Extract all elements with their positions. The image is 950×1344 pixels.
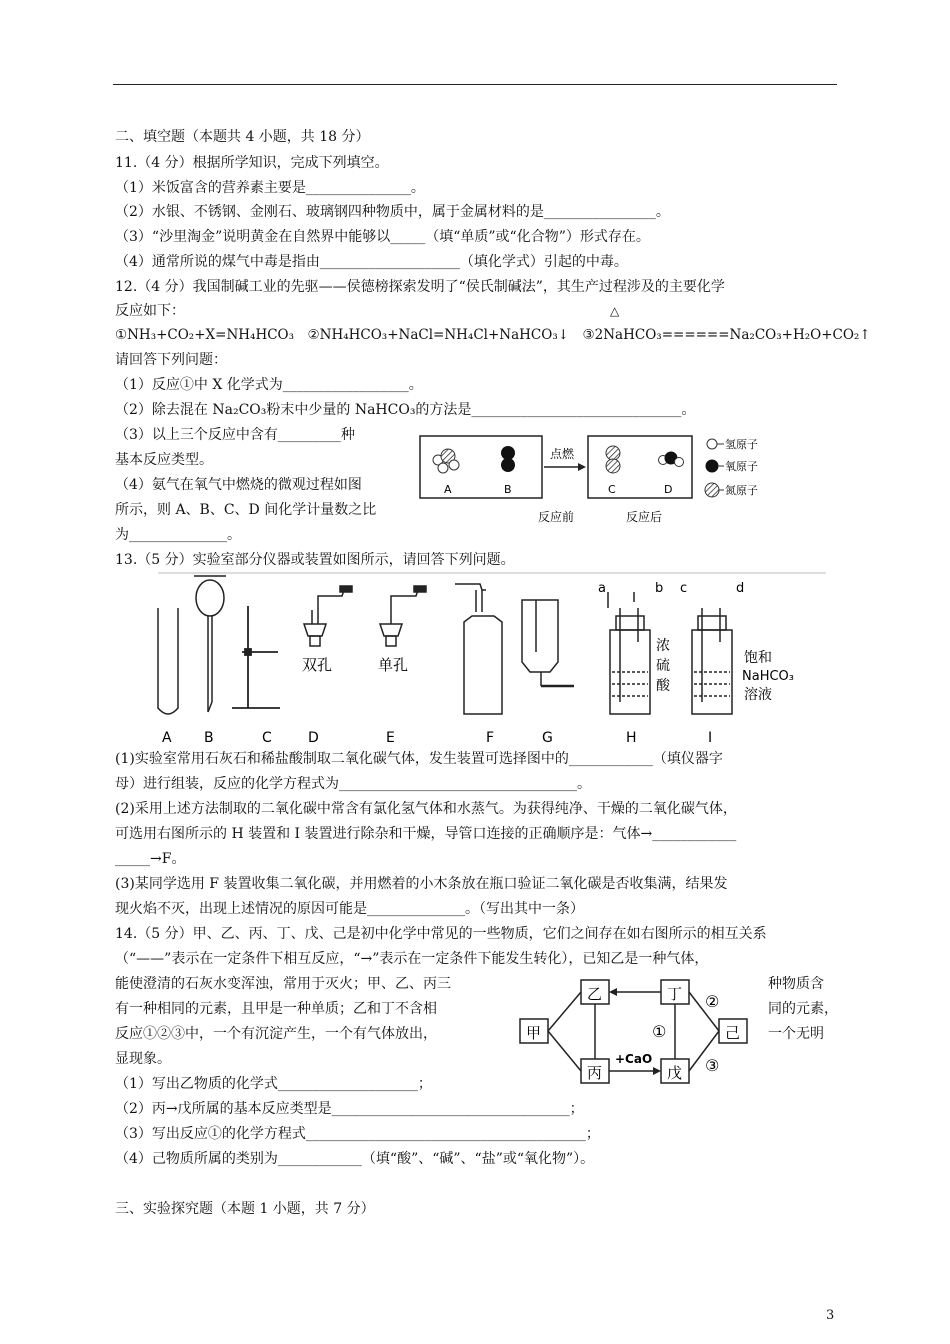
q11-part4: （4）通常所说的煤气中毒是指由____________________（填化学式）引起的中毒。 bbox=[115, 254, 628, 270]
label-b-port: b bbox=[655, 581, 664, 596]
q12-part3a: （3）以上三个反应中含有_________种 bbox=[115, 427, 355, 443]
after-box bbox=[588, 436, 692, 498]
arrow-to-wu-icon bbox=[653, 1067, 661, 1075]
letter-h: H bbox=[626, 730, 637, 746]
q13-part1b: 母）进行组装，反应的化学方程式为__________________________________。 bbox=[115, 776, 591, 792]
test-tube-a bbox=[158, 608, 178, 714]
i-label-2: NaHCO₃ bbox=[742, 669, 794, 684]
q14-stem-6: 显现象。 bbox=[115, 1051, 171, 1067]
h-label-2: 硫 bbox=[656, 658, 670, 674]
q14-stem-1: 14.（5 分）甲、乙、丙、丁、戊、己是初中化学中常见的一些物质，它们之间存在如右图所示的相互关系 bbox=[115, 926, 767, 942]
header-rule bbox=[113, 84, 837, 85]
q14-stem-4a: 有一种相同的元素，且甲是一种单质；乙和丁不含相 bbox=[115, 1001, 437, 1017]
q11-part2: （2）水银、不锈钢、金刚石、玻璃钢四种物质中，属于金属材料的是________________。 bbox=[115, 204, 670, 220]
legend-oxygen: 氧原子 bbox=[725, 460, 758, 473]
node-ding: 丁 bbox=[667, 985, 683, 1003]
q12-stem-2: 反应如下： bbox=[115, 303, 185, 319]
page-number: 3 bbox=[826, 1308, 835, 1323]
stopper-double-d bbox=[304, 586, 352, 646]
node-jia: 甲 bbox=[526, 1024, 542, 1042]
apparatus-figure bbox=[150, 572, 830, 750]
letter-g: G bbox=[542, 730, 553, 746]
label-d-port: d bbox=[736, 581, 745, 596]
q14-part3: （3）写出反应①的化学方程式________________________________________； bbox=[115, 1126, 600, 1142]
funnel-b bbox=[194, 576, 226, 712]
q14-stem-3b: 种物质含 bbox=[768, 976, 824, 992]
reaction-1: ① bbox=[652, 1022, 667, 1041]
legend-hydrogen: 氢原子 bbox=[725, 438, 758, 451]
label-c-port: c bbox=[680, 581, 688, 596]
link-jia-yi bbox=[548, 992, 581, 1031]
letter-c: C bbox=[262, 730, 272, 746]
q14-stem-4b: 同的元素， bbox=[768, 1001, 838, 1017]
q13-part3b: 现火焰不灭，出现上述情况的原因可能是______________。（写出其中一条） bbox=[115, 901, 584, 917]
node-ji: 己 bbox=[725, 1024, 741, 1042]
reaction-2: ② bbox=[705, 992, 720, 1011]
q11-part1: （1）米饭富含的营养素主要是_______________。 bbox=[115, 180, 425, 196]
q13-part2b: 可选用右图所示的 H 装置和 I 装置进行除杂和干燥，导管口连接的正确顺序是：气体→____________ bbox=[115, 826, 737, 842]
q13-part3a: (3)某同学选用 F 装置收集二氧化碳，并用燃着的小木条放在瓶口验证二氧化碳是否收集满，结果发 bbox=[115, 876, 728, 892]
q11-part3: （3）“沙里淘金”说明黄金在自然界中能够以_____（填“单质”或“化合物”）形式存在。 bbox=[115, 229, 650, 245]
q14-stem-5b: 一个无明 bbox=[768, 1026, 824, 1042]
link-jia-bing bbox=[548, 1031, 581, 1071]
q12-ask: 请回答下列问题： bbox=[115, 352, 227, 368]
reaction-diagram bbox=[418, 428, 788, 528]
q13-part2c: _____→F。 bbox=[115, 851, 186, 867]
label-c: C bbox=[608, 483, 616, 496]
node-yi: 乙 bbox=[587, 985, 603, 1003]
label-d: D bbox=[664, 483, 673, 496]
q12-part1: （1）反应①中 X 化学式为__________________。 bbox=[115, 377, 423, 393]
q14-stem-3a: 能使澄清的石灰水变浑浊，常用于灭火；甲、乙、丙三 bbox=[115, 976, 451, 992]
label-a: A bbox=[444, 483, 452, 496]
label-double-hole: 双孔 bbox=[302, 656, 333, 674]
letter-d: D bbox=[308, 730, 319, 746]
label-a-port: a bbox=[598, 581, 606, 596]
q12-part4a: （4）氨气在氧气中燃烧的微观过程如图 bbox=[115, 477, 362, 493]
q12-part2: （2）除去混在 Na₂CO₃粉末中少量的 NaHCO₃的方法是______________________________。 bbox=[115, 402, 696, 418]
label-after: 反应后 bbox=[626, 510, 663, 524]
section-2-title: 二、填空题（本题共 4 小题，共 18 分） bbox=[115, 129, 370, 145]
wash-bottle-h bbox=[608, 592, 650, 714]
h-label-3: 酸 bbox=[656, 678, 670, 694]
legend-oxygen-icon bbox=[706, 460, 719, 473]
letter-a: A bbox=[162, 730, 172, 746]
letter-b: B bbox=[204, 730, 214, 746]
h-label-1: 浓 bbox=[656, 638, 670, 654]
ignite-label: 点燃 bbox=[550, 447, 575, 461]
arrow-to-yi-icon bbox=[609, 988, 617, 996]
label-before: 反应前 bbox=[538, 510, 575, 524]
q12-part3b: 基本反应类型。 bbox=[115, 452, 213, 468]
gas-jar-f bbox=[455, 584, 502, 714]
reaction-3: ③ bbox=[705, 1056, 720, 1075]
q12-equations: ①NH₃+CO₂+X=NH₄HCO₃ ②NH₄HCO₃+NaCl=NH₄Cl+NaHCO₃↓ ③2NaHCO₃======Na₂CO₃+H₂O+CO₂↑ bbox=[115, 327, 871, 343]
q14-stem-5a: 反应①②③中，一个有沉淀产生，一个有气体放出， bbox=[115, 1026, 437, 1042]
label-single-hole: 单孔 bbox=[378, 656, 409, 674]
q13-part1a: (1)实验室常用石灰石和稀盐酸制取二氧化碳气体，发生装置可选择图中的____________（填仪器字 bbox=[115, 751, 723, 767]
iron-stand-c bbox=[232, 606, 280, 708]
stopper-single-e bbox=[380, 586, 426, 646]
i-label-1: 饱和 bbox=[744, 650, 772, 666]
q12-stem-1: 12.（4 分）我国制碱工业的先驱——侯德榜探索发明了“侯氏制碱法”，其生产过程涉及的主要化学 bbox=[115, 279, 725, 295]
q14-part1: （1）写出乙物质的化学式____________________； bbox=[115, 1076, 432, 1092]
letter-f: F bbox=[486, 730, 495, 746]
node-bing: 丙 bbox=[587, 1064, 603, 1082]
q14-stem-2: （“——”表示在一定条件下相互反应，“→”表示在一定条件下能发生转化），已知乙是一种气体， bbox=[115, 951, 709, 967]
letter-e: E bbox=[386, 730, 395, 746]
q12-heat-symbol: △ bbox=[610, 304, 620, 318]
cao-label: +CaO bbox=[615, 1052, 653, 1066]
i-label-3: 溶液 bbox=[744, 687, 772, 703]
q12-part4b: 所示，则 A、B、C、D 间化学计量数之比 bbox=[115, 502, 377, 518]
arrow-head-icon bbox=[578, 463, 586, 471]
bottle-g bbox=[522, 600, 574, 686]
q12-part4c: 为______________。 bbox=[115, 527, 241, 543]
label-b: B bbox=[504, 483, 512, 496]
node-wu: 戊 bbox=[667, 1064, 683, 1082]
legend-nitrogen-icon bbox=[705, 483, 719, 497]
legend-hydrogen-icon bbox=[707, 439, 717, 449]
letter-i: I bbox=[708, 730, 713, 746]
q14-part2: （2）丙→戊所属的基本反应类型是__________________________________； bbox=[115, 1101, 584, 1117]
q13-part2a: (2)采用上述方法制取的二氧化碳中常含有氯化氢气体和水蒸气。为获得纯净、干燥的二氧化碳气体， bbox=[115, 801, 737, 817]
q11-stem: 11.（4 分）根据所学知识，完成下列填空。 bbox=[115, 155, 389, 171]
legend-nitrogen: 氮原子 bbox=[725, 484, 758, 497]
q14-part4: （4）己物质所属的类别为____________（填“酸”、“碱”、“盐”或“氧化物”）。 bbox=[115, 1151, 595, 1167]
section-3-title: 三、实验探究题（本题 1 小题，共 7 分） bbox=[115, 1201, 375, 1217]
q13-stem: 13.（5 分）实验室部分仪器或装置如图所示，请回答下列问题。 bbox=[115, 552, 515, 568]
wash-bottle-i bbox=[692, 608, 732, 714]
relation-diagram bbox=[515, 975, 765, 1090]
